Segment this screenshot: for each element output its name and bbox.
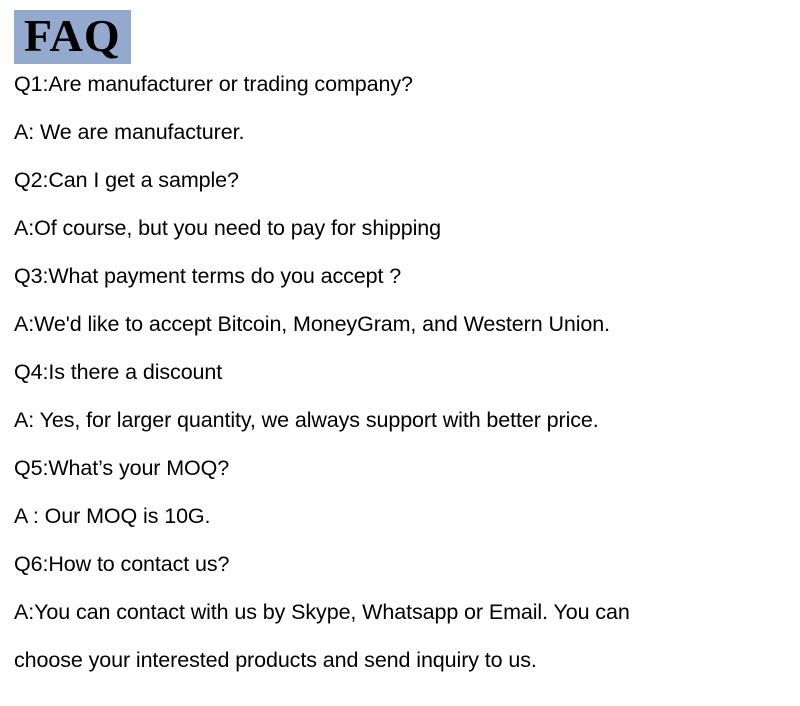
faq-answer-6: A:You can contact with us by Skype, Whatsapp or Email. You can [14, 600, 630, 625]
faq-question-2: Q2:Can I get a sample? [14, 168, 239, 193]
faq-question-5: Q5:What’s your MOQ? [14, 456, 230, 481]
faq-answer-3: A:We'd like to accept Bitcoin, MoneyGram, and Western Union. [14, 312, 611, 337]
faq-question-1: Q1:Are manufacturer or trading company? [14, 72, 413, 97]
faq-content [14, 74, 786, 672]
faq-question-3: Q3:What payment terms do you accept ? [14, 264, 402, 289]
faq-answer-2: A:Of course, but you need to pay for shipping [14, 216, 441, 241]
faq-title-container [14, 10, 786, 64]
faq-question-6: Q6:How to contact us? [14, 552, 230, 577]
faq-answer-5: A : Our MOQ is 10G. [14, 504, 211, 529]
faq-answer-4: A: Yes, for larger quantity, we always support with better price. [14, 408, 599, 433]
faq-question-4: Q4:Is there a discount [14, 360, 223, 385]
faq-answer-1: A: We are manufacturer. [14, 120, 245, 145]
page-title: FAQ [14, 10, 131, 64]
faq-answer-6-continued: choose your interested products and send inquiry to us. [14, 648, 537, 673]
